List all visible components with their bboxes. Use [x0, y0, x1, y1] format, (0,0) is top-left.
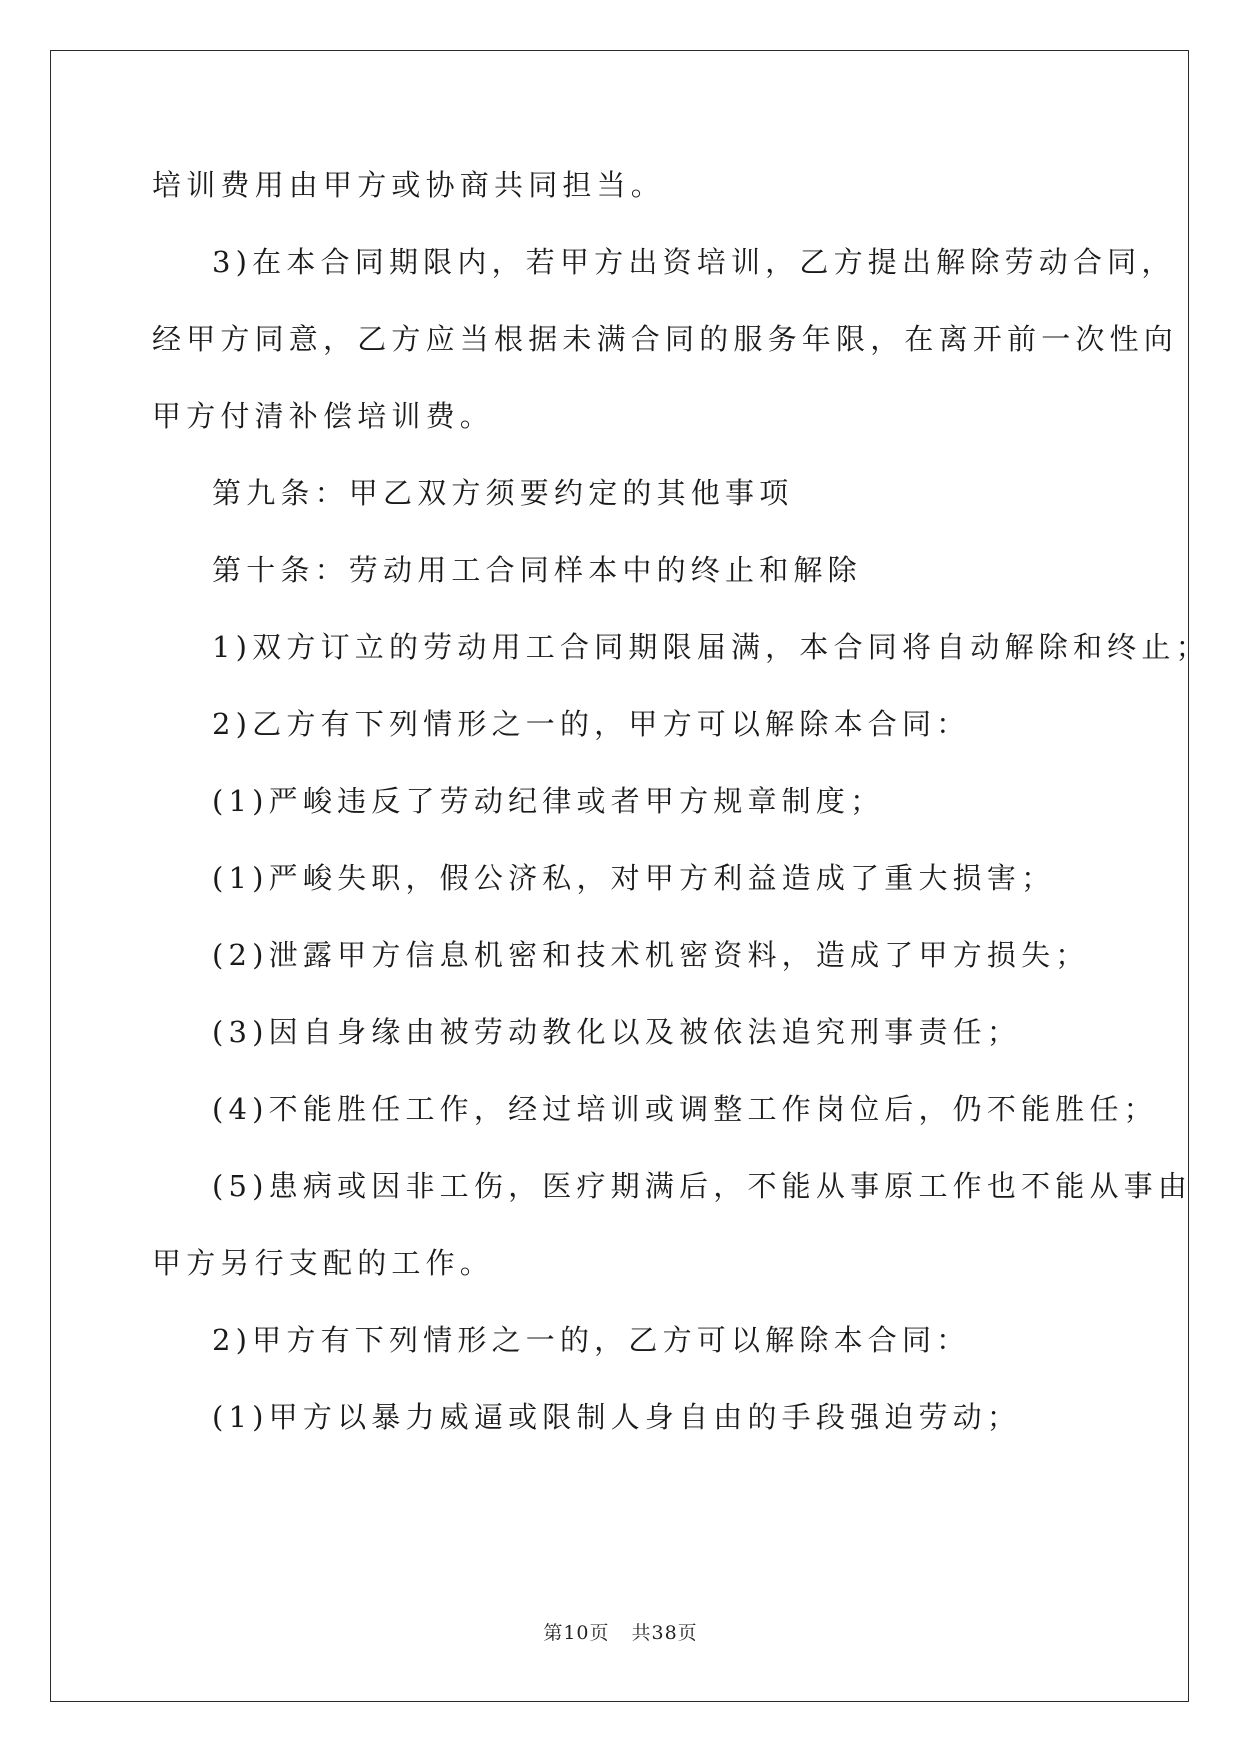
text-line: (1)严峻失职，假公济私，对甲方利益造成了重大损害； [212, 861, 1056, 895]
text-line: 培训费用由甲方或协商共同担当。 [152, 168, 666, 202]
text-line: (5)患病或因非工伤，医疗期满后，不能从事原工作也不能从事由 [212, 1169, 1193, 1203]
text-line: 1)双方订立的劳动用工合同期限届满，本合同将自动解除和终止； [212, 630, 1210, 664]
text-line: 经甲方同意，乙方应当根据未满合同的服务年限，在离开前一次性向 [152, 322, 1179, 356]
page-footer [0, 1618, 1241, 1645]
text-line: (2)泄露甲方信息机密和技术机密资料，造成了甲方损失； [212, 938, 1090, 972]
text-line: 2)甲方有下列情形之一的，乙方可以解除本合同： [212, 1323, 971, 1357]
text-line: 3)在本合同期限内，若甲方出资培训，乙方提出解除劳动合同， [212, 245, 1176, 279]
text-line: (1)严峻违反了劳动纪律或者甲方规章制度； [212, 784, 885, 818]
text-line: 甲方另行支配的工作。 [152, 1246, 495, 1280]
text-line: (3)因自身缘由被劳动教化以及被依法追究刑事责任； [212, 1015, 1022, 1049]
article-heading: 第九条：甲乙双方须要约定的其他事项 [212, 476, 794, 510]
article-heading: 第十条：劳动用工合同样本中的终止和解除 [212, 553, 862, 587]
page-number: 第10页 [543, 1622, 610, 1644]
text-line: 2)乙方有下列情形之一的，甲方可以解除本合同： [212, 707, 971, 741]
page-total: 共38页 [631, 1622, 698, 1644]
text-line: 甲方付清补偿培训费。 [152, 399, 495, 433]
text-line: (4)不能胜任工作，经过培训或调整工作岗位后，仍不能胜任； [212, 1092, 1158, 1126]
text-line: (1)甲方以暴力威逼或限制人身自由的手段强迫劳动； [212, 1400, 1022, 1434]
